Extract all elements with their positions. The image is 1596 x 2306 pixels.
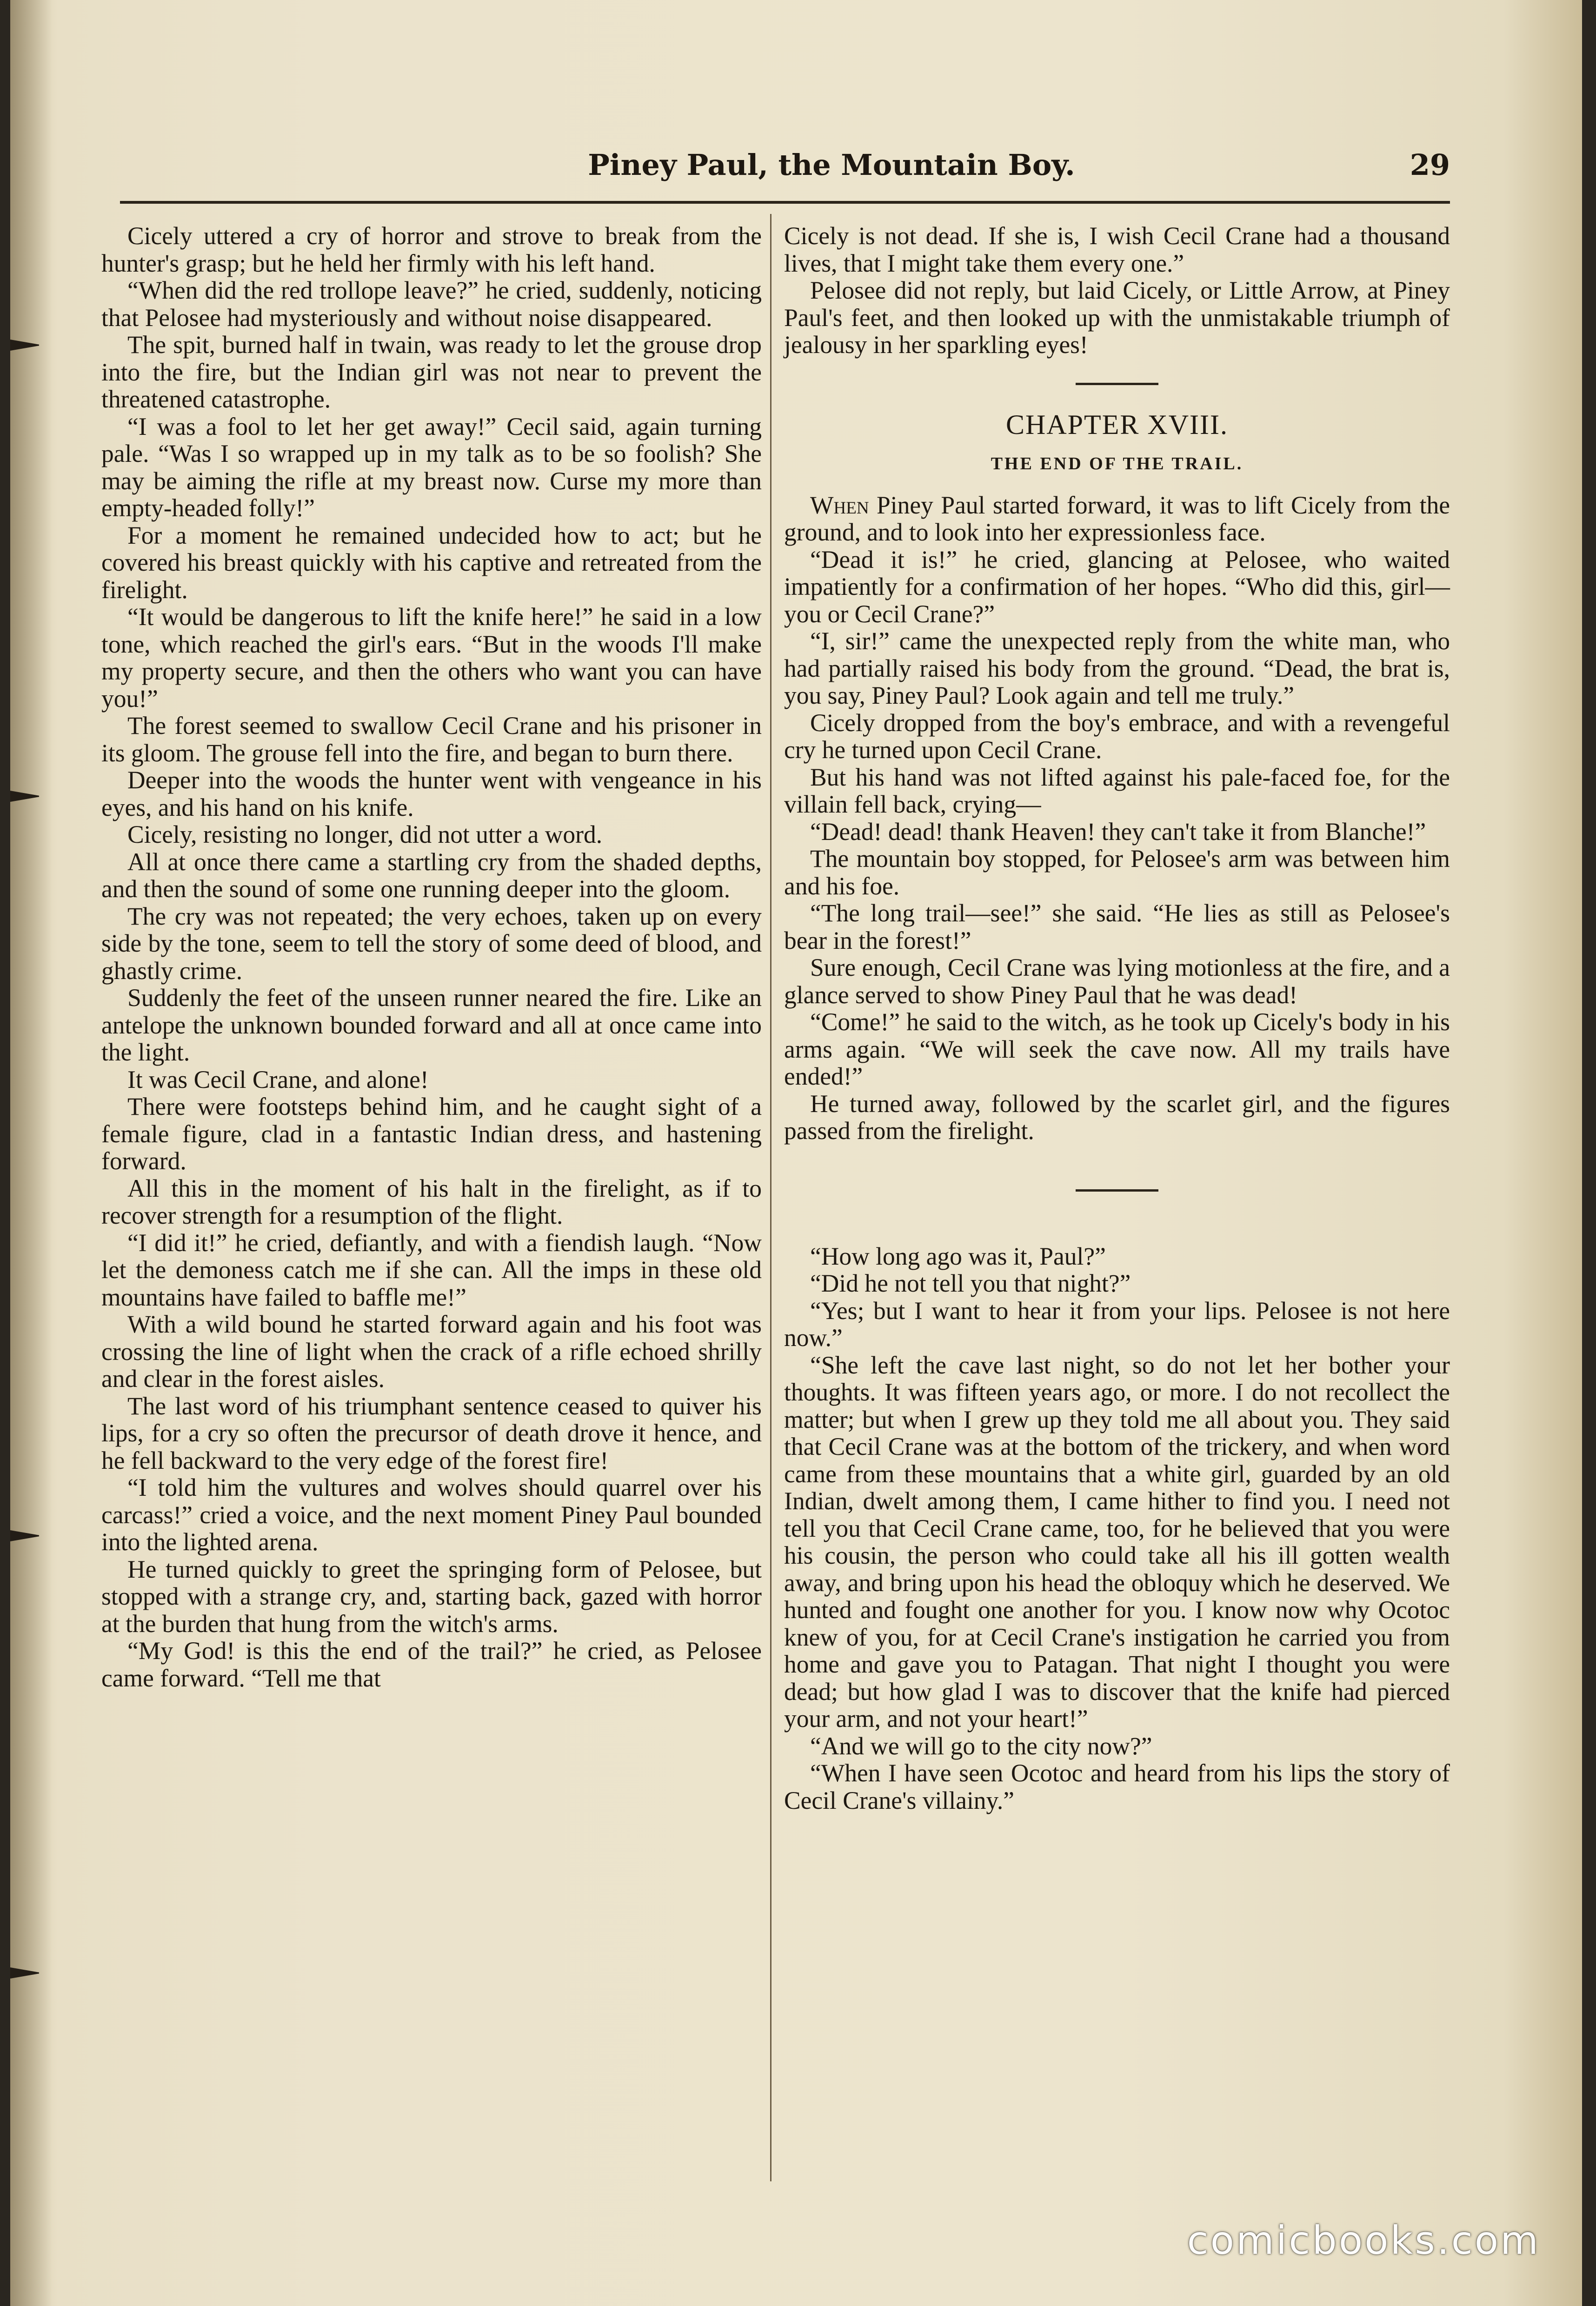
paragraph: There were footsteps behind him, and he caught sight of a female figure, clad in a fantastic Indian dress, and hastening forward. <box>101 1093 762 1175</box>
chapter-subheading: THE END OF THE TRAIL. <box>991 454 1244 473</box>
paragraph: He turned quickly to greet the springing form of Pelosee, but stopped with a strange cry, and, starting back, gazed with horror at the burden that hung from the witch's arms. <box>101 1555 762 1638</box>
paragraph: “And we will go to the city now?” <box>810 1732 1152 1760</box>
binding-hole <box>10 340 39 351</box>
paragraph: “How long ago was it, Paul?” <box>810 1242 1106 1270</box>
paragraph: “Dead it is!” he cried, glancing at Pelosee, who waited impatiently for a confirmation of her hopes. “Who did this, girl—you or Cecil Crane?” <box>784 545 1450 628</box>
paragraph: He turned away, followed by the scarlet girl, and the figures passed from the firelight. <box>784 1089 1450 1145</box>
paragraph: “It would be dangerous to lift the knife here!” he said in a low tone, which reached the girl's ears. “But in the woods I'll make my property secure, and then the others who want you can have you!” <box>101 603 762 713</box>
paragraph: For a moment he remained undecided how to act; but he covered his breast quickly with his captive and retreated from the firelight. <box>101 521 762 604</box>
paragraph: Cicely uttered a cry of horror and strove to break from the hunter's grasp; but he held her firmly with his left hand. <box>101 222 762 277</box>
paragraph: “I was a fool to let her get away!” Cecil said, again turning pale. “Was I so wrapped up in my talk as to be so foolish? She may be aiming the rifle at my breast now. Curse my more than empty-headed folly!” <box>101 412 762 522</box>
running-title: Piney Paul, the Mountain Boy. <box>588 148 1075 182</box>
paragraph: “Dead! dead! thank Heaven! they can't take it from Blanche!” <box>810 817 1426 846</box>
binding-hole <box>10 1530 39 1541</box>
paragraph: “Yes; but I want to hear it from your lips. Pelosee is not here now.” <box>784 1296 1450 1352</box>
binding-hole <box>10 791 39 802</box>
paragraph-text: Piney Paul started forward, it was to lift Cicely from the ground, and to look into her expressionless face. <box>784 491 1450 546</box>
watermark: comicbooks.com <box>1187 2218 1540 2263</box>
section-rule <box>1076 383 1158 385</box>
binding-hole <box>10 1967 39 1979</box>
paragraph: It was Cecil Crane, and alone! <box>127 1065 429 1093</box>
right-column <box>784 222 1450 2199</box>
paragraph: Sure enough, Cecil Crane was lying motionless at the fire, and a glance served to show Piney Paul that he was dead! <box>784 953 1450 1009</box>
paragraph: “The long trail—see!” she said. “He lies as still as Pelosee's bear in the forest!” <box>784 899 1450 954</box>
paragraph: Cicely, resisting no longer, did not utter a word. <box>127 820 603 848</box>
paragraph: The mountain boy stopped, for Pelosee's arm was between him and his foe. <box>784 845 1450 900</box>
running-header <box>120 148 1450 199</box>
paragraph: The forest seemed to swallow Cecil Crane and his prisoner in its gloom. The grouse fell into the fire, and began to burn there. <box>101 712 762 767</box>
paragraph: “I did it!” he cried, defiantly, and with a fiendish laugh. “Now let the demoness catch me if she can. All the imps in these old mountains have failed to baffle me!” <box>101 1228 762 1311</box>
paragraph: “I told him the vultures and wolves should quarrel over his carcass!” cried a voice, and the next moment Piney Paul bounded into the lighted arena. <box>101 1473 762 1556</box>
header-rule <box>120 201 1450 204</box>
paragraph: “Did he not tell you that night?” <box>810 1269 1131 1297</box>
paragraph: The last word of his triumphant sentence ceased to quiver his lips, for a cry so often the precursor of death drove it hence, and he fell backward to the very edge of the forest fire! <box>101 1392 762 1474</box>
left-column <box>101 222 762 2199</box>
paragraph: All at once there came a startling cry from the shaded depths, and then the sound of some one running deeper into the gloom. <box>101 847 762 903</box>
book-page <box>10 0 1582 2306</box>
paragraph: All this in the moment of his halt in the firelight, as if to recover strength for a resumption of the flight. <box>101 1174 762 1229</box>
paragraph: The spit, burned half in twain, was ready to let the grouse drop into the fire, but the Indian girl was not near to prevent the threatened catastrophe. <box>101 331 762 413</box>
paragraph: With a wild bound he started forward again and his foot was crossing the line of light when the crack of a rifle echoed shrilly and clear in the forest aisles. <box>101 1310 762 1393</box>
paragraph: “Come!” he said to the witch, as he took up Cicely's body in his arms again. “We will seek the cave now. All my trails have ended!” <box>784 1008 1450 1090</box>
paragraph: “She left the cave last night, so do not let her bother your thoughts. It was fifteen years ago, or more. I do not recollect the matter; but when I grew up they told me all about you. They said that Cecil Crane was at the bottom of the trickery, and when word came from these mountains that a white girl, guarded by an old Indian, dwelt among them, I came hither to find you. I need not tell you that Cecil Crane came, too, for he believed that you were his cousin, the person who could take all his ill gotten wealth away, and bring upon his head the obloquy which he deserved. We hunted and fought one another for you. I know now why Ocotoc knew of you, for at Cecil Crane's instigation he carried you from home and gave you to Patagan. That night I thought you were dead; but how glad I was to discover that the knife had pierced your arm, and not your heart!” <box>784 1351 1450 1733</box>
paragraph: Cicely dropped from the boy's embrace, and with a revengeful cry he turned upon Cecil Crane. <box>784 708 1450 764</box>
page-number: 29 <box>1410 148 1450 182</box>
chapter-heading: CHAPTER XVIII. <box>1006 409 1228 440</box>
paragraph: “My God! is this the end of the trail?” he cried, as Pelosee came forward. “Tell me that <box>101 1637 762 1692</box>
paragraph: “When I have seen Ocotoc and heard from his lips the story of Cecil Crane's villainy.” <box>784 1759 1450 1814</box>
paragraph: Pelosee did not reply, but laid Cicely, or Little Arrow, at Piney Paul's feet, and then looked up with the unmistakable triumph of jealousy in her sparkling eyes! <box>784 276 1450 359</box>
paragraph: The cry was not repeated; the very echoes, taken up on every side by the tone, seem to tell the story of some deed of blood, and ghastly crime. <box>101 902 762 985</box>
paragraph: But his hand was not lifted against his pale-faced foe, for the villain fell back, crying— <box>784 763 1450 818</box>
paragraph: Suddenly the feet of the unseen runner neared the fire. Like an antelope the unknown bounded forward and all at once came into the light. <box>101 984 762 1066</box>
lead-word: When <box>810 491 869 519</box>
column-divider <box>770 214 771 2181</box>
chapter-first-paragraph <box>784 492 1450 546</box>
paragraph: “When did the red trollope leave?” he cried, suddenly, noticing that Pelosee had mysteriously and without noise disappeared. <box>101 276 762 332</box>
paragraph: “I, sir!” came the unexpected reply from the white man, who had partially raised his body from the ground. “Dead, the brat is, you say, Piney Paul? Look again and tell me truly.” <box>784 627 1450 709</box>
paragraph: Deeper into the woods the hunter went with vengeance in his eyes, and his hand on his knife. <box>101 766 762 821</box>
paragraph: Cicely is not dead. If she is, I wish Cecil Crane had a thousand lives, that I might take them every one.” <box>784 222 1450 277</box>
section-rule <box>1076 1189 1158 1192</box>
